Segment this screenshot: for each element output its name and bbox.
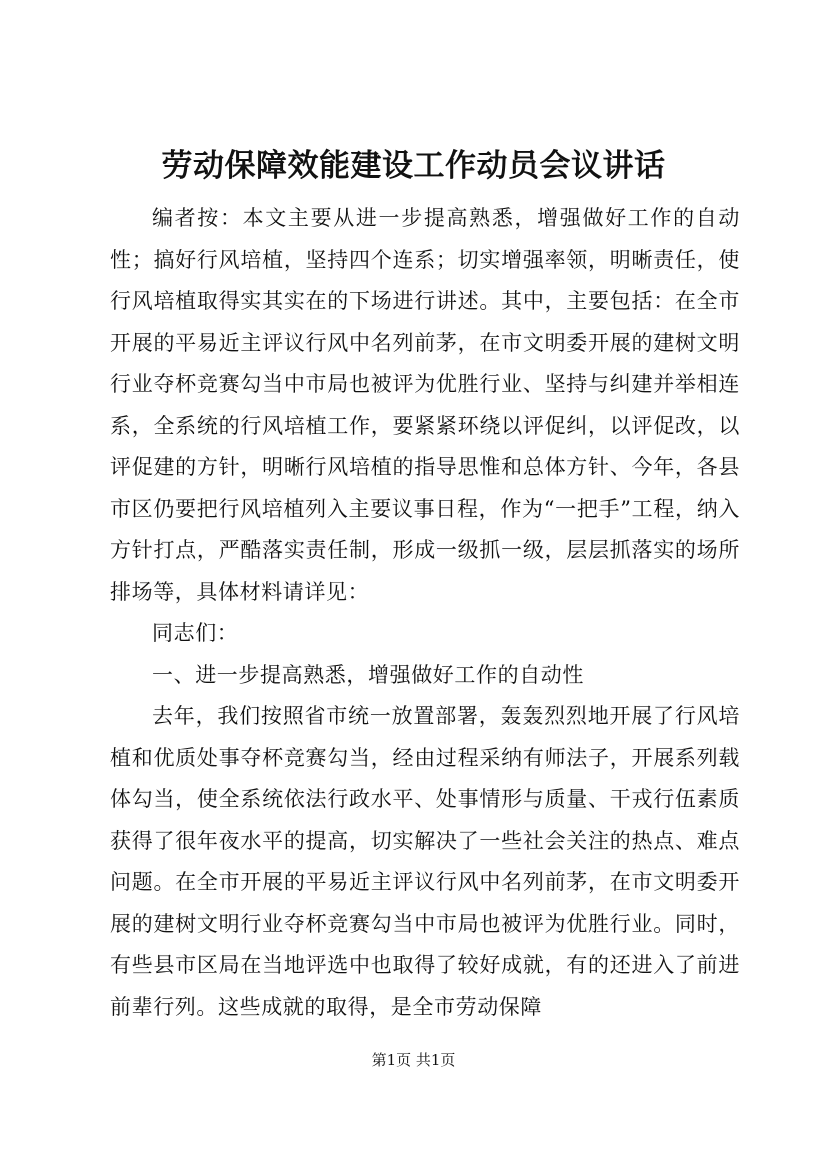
salutation-paragraph: 同志们： [152,621,239,645]
section-heading-1: 一、进一步提高熟悉，增强做好工作的自动性 [152,662,584,687]
document-title: 劳动保障效能建设工作动员会议讲话 [161,148,666,184]
page-number-footer: 第1页 共1页 [371,1051,456,1069]
body-paragraph: 去年，我们按照省市统一放置部署，轰轰烈烈地开展了行风培植和优质处事夺杯竞赛勾当，经由过程采纳有师法子，开展系列载体勾当，使全系统依法行政水平、处事情形与质量、干戎行伍素质获得了很年夜水平的提高，切实解决了一些社会关注的热点、难点问题。在全市开展的平易近主评议行风中名列前茅，在市文明委开展的建树文明行业夺杯竞赛勾当中市局也被评为优胜行业。同时，有些县市区局在当地评选中也取得了较好成就，有的还进入了前进前辈行列。这些成就的取得，是全市劳动保障 [110,704,740,1019]
document-body [110,198,740,1028]
editor-note-paragraph: 编者按：本文主要从进一步提高熟悉，增强做好工作的自动性；搞好行风培植，坚持四个连系；切实增强率领，明晰责任，使行风培植取得实其实在的下场进行讲述。其中，主要包括：在全市开展的平易近主评议行风中名列前茅，在市文明委开展的建树文明行业夺杯竞赛勾当中市局也被评为优胜行业、坚持与纠建并举相连系，全系统的行风培植工作，要紧紧环绕以评促纠，以评促改，以评促建的方针，明晰行风培植的指导思惟和总体方针、今年，各县市区仍要把行风培植列入主要议事日程，作为“一把手”工程，纳入方针打点，严酷落实责任制，形成一级抓一级，层层抓落实的场所排场等，具体材料请详见： [110,206,740,604]
